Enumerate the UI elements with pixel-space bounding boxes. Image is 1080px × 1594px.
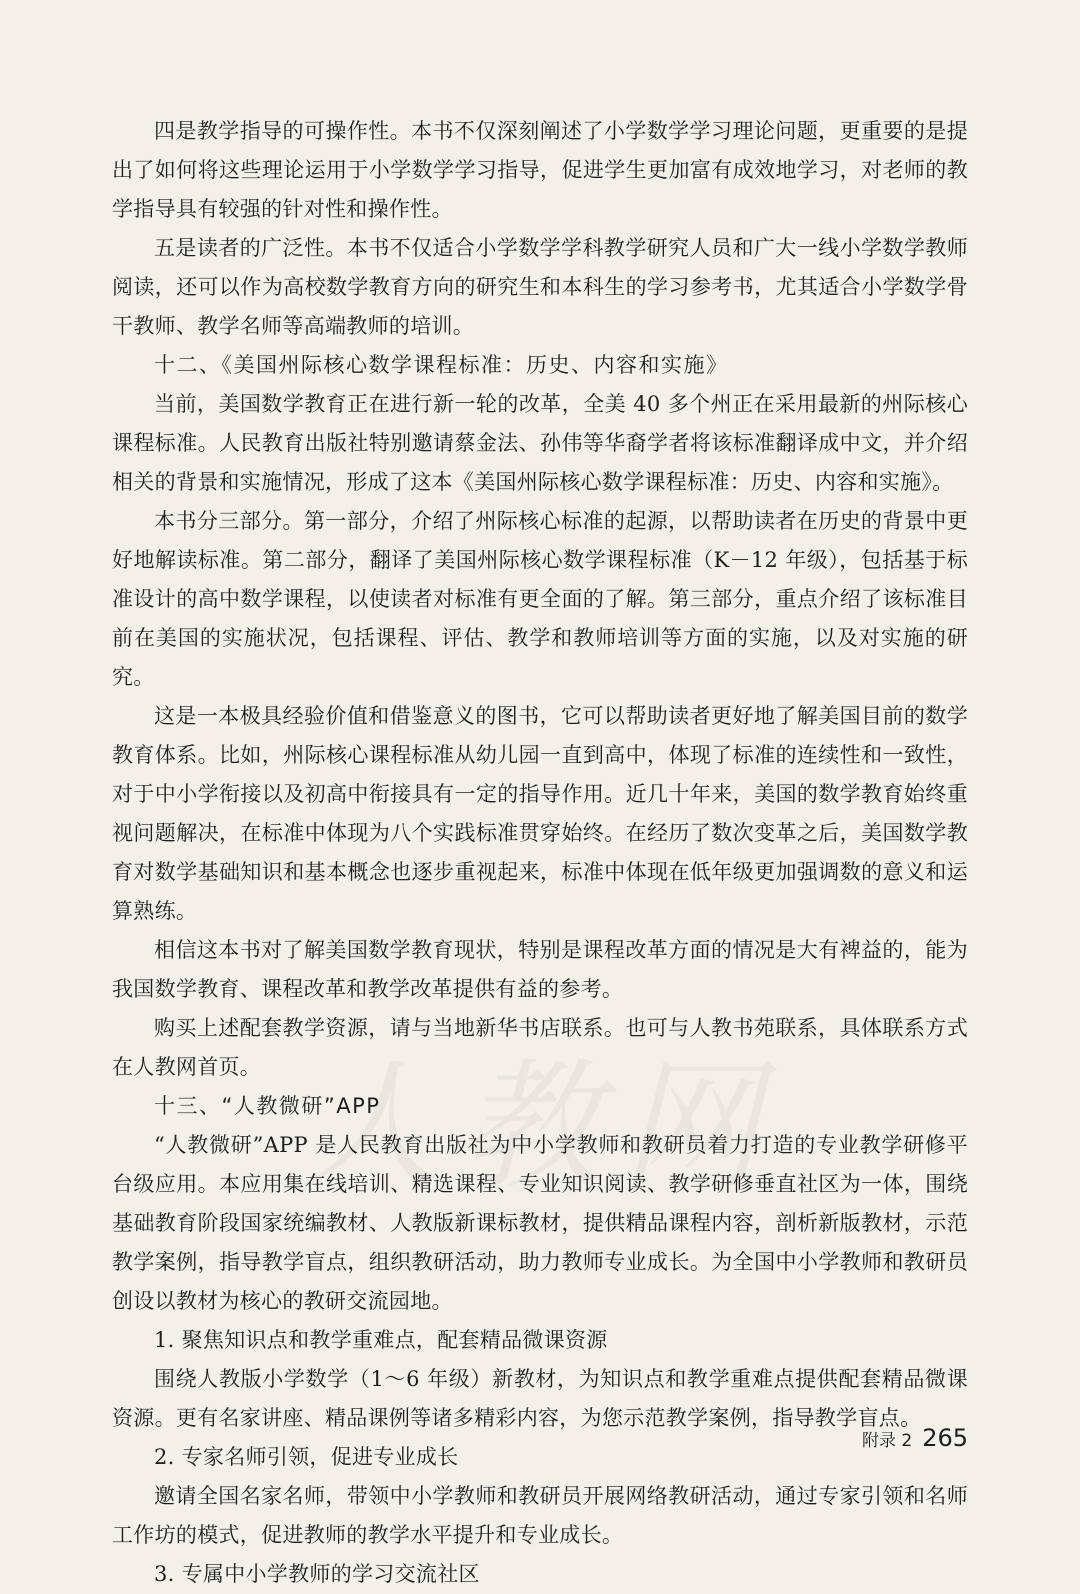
paragraph: 购买上述配套教学资源，请与当地新华书店联系。也可与人教书苑联系，具体联系方式在人教网首页。	[112, 1016, 968, 1079]
subheading: 1. 聚焦知识点和教学重难点，配套精品微课资源	[154, 1328, 608, 1352]
page-footer	[862, 1424, 968, 1452]
paragraph: 当前，美国数学教育正在进行新一轮的改革，全美 40 多个州正在采用最新的州际核心课程标准。人民教育出版社特别邀请蔡金法、孙伟等华裔学者将该标准翻译成中文，并介绍相关的背景和实施情况，形成了这本《美国州际核心数学课程标准：历史、内容和实施》。	[112, 392, 968, 494]
page-body	[112, 112, 968, 1594]
paragraph: 这是一本极具经验价值和借鉴意义的图书，它可以帮助读者更好地了解美国目前的数学教育体系。比如，州际核心课程标准从幼儿园一直到高中，体现了标准的连续性和一致性，对于中小学衔接以及初高中衔接具有一定的指导作用。近几十年来，美国的数学教育始终重视问题解决，在标准中体现为八个实践标准贯穿始终。在经历了数次变革之后，美国数学教育对数学基础知识和基本概念也逐步重视起来，标准中体现在低年级更加强调数的意义和运算熟练。	[112, 704, 968, 923]
appendix-label: 附录 2	[861, 1431, 913, 1451]
subheading: 2. 专家名师引领，促进专业成长	[154, 1445, 459, 1469]
page-number: 265	[922, 1424, 968, 1452]
paragraph: 相信这本书对了解美国数学教育现状，特别是课程改革方面的情况是大有裨益的，能为我国数学教育、课程改革和教学改革提供有益的参考。	[112, 938, 968, 1001]
paragraph: 本书分三部分。第一部分，介绍了州际核心标准的起源，以帮助读者在历史的背景中更好地解读标准。第二部分，翻译了美国州际核心数学课程标准（K－12 年级），包括基于标准设计的高中数学课程，以使读者对标准有更全面的了解。第三部分，重点介绍了该标准目前在美国的实施状况，包括课程、评估、教学和教师培训等方面的实施，以及对实施的研究。	[112, 509, 968, 689]
subheading: 3. 专属中小学教师的学习交流社区	[154, 1562, 480, 1586]
section-heading-12: 十二、《美国州际核心数学课程标准：历史、内容和实施》	[154, 353, 729, 377]
paragraph: 四是教学指导的可操作性。本书不仅深刻阐述了小学数学学习理论问题，更重要的是提出了如何将这些理论运用于小学数学学习指导，促进学生更加富有成效地学习，对老师的教学指导具有较强的针对性和操作性。	[112, 119, 968, 221]
section-heading-13: 十三、“人教微研”APP	[154, 1094, 381, 1118]
paragraph: 五是读者的广泛性。本书不仅适合小学数学学科教学研究人员和广大一线小学数学教师阅读，还可以作为高校数学教育方向的研究生和本科生的学习参考书，尤其适合小学数学骨干教师、教学名师等高端教师的培训。	[112, 236, 968, 338]
paragraph: 邀请全国名家名师，带领中小学教师和教研员开展网络教研活动，通过专家引领和名师工作坊的模式，促进教师的教学水平提升和专业成长。	[112, 1484, 968, 1547]
paragraph: “人教微研”APP 是人民教育出版社为中小学教师和教研员着力打造的专业教学研修平台级应用。本应用集在线培训、精选课程、专业知识阅读、教学研修垂直社区为一体，围绕基础教育阶段国家统编教材、人教版新课标教材，提供精品课程内容，剖析新版教材，示范教学案例，指导教学盲点，组织教研活动，助力教师专业成长。为全国中小学教师和教研员创设以教材为核心的教研交流园地。	[112, 1133, 968, 1313]
paragraph: 围绕人教版小学数学（1～6 年级）新教材，为知识点和教学重难点提供配套精品微课资源。更有名家讲座、精品课例等诸多精彩内容，为您示范教学案例，指导教学盲点。	[112, 1367, 968, 1430]
